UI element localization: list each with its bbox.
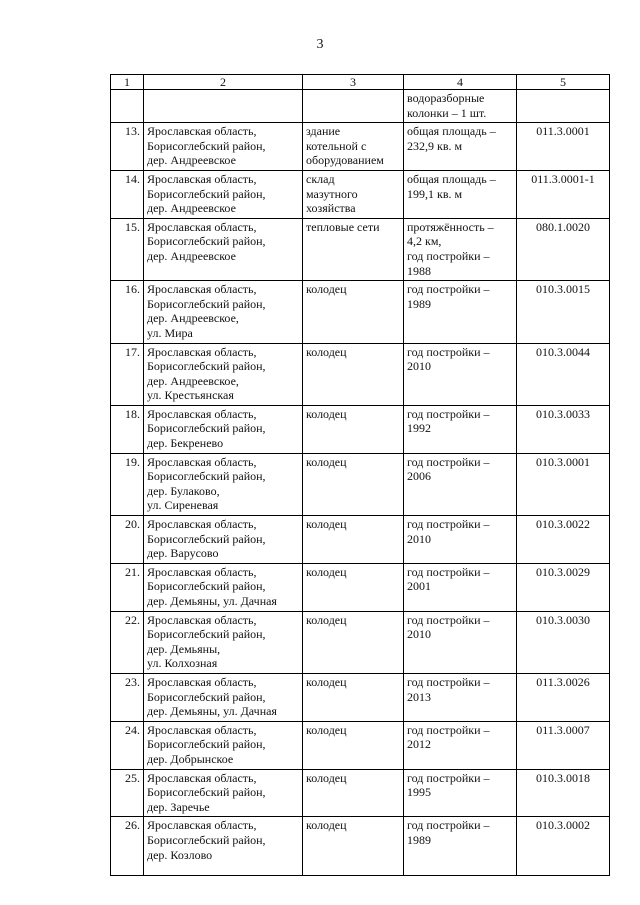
- row-number-cell: 18.: [111, 405, 144, 453]
- address-cell: Ярославская область, Борисоглебский район, дер. Андреевское, ул. Мира: [144, 281, 303, 343]
- column-number: 4: [404, 75, 517, 90]
- object-name-cell: колодец: [303, 405, 404, 453]
- object-name-cell: колодец: [303, 769, 404, 817]
- address-cell: Ярославская область, Борисоглебский район, дер. Козлово: [144, 817, 303, 876]
- inventory-code-cell: 010.3.0044: [517, 343, 610, 405]
- inventory-code-cell: 010.3.0033: [517, 405, 610, 453]
- table-row: [111, 611, 610, 673]
- address-cell: Ярославская область, Борисоглебский район, дер. Андреевское: [144, 218, 303, 280]
- row-number-cell: 14.: [111, 170, 144, 218]
- row-number-cell: 20.: [111, 516, 144, 564]
- row-number-cell: 22.: [111, 611, 144, 673]
- characteristics-cell: протяжённость – 4,2 км, год постройки – 1988: [404, 218, 517, 280]
- row-number-cell: 25.: [111, 769, 144, 817]
- table-row: [111, 673, 610, 721]
- characteristics-cell: водоразборные колонки – 1 шт.: [404, 90, 517, 123]
- object-name-cell: колодец: [303, 563, 404, 611]
- row-number-cell: 13.: [111, 123, 144, 171]
- address-cell: Ярославская область, Борисоглебский район, дер. Демьяны, ул. Дачная: [144, 673, 303, 721]
- inventory-code-cell: 010.3.0029: [517, 563, 610, 611]
- address-cell: [144, 90, 303, 123]
- object-name-cell: здание котельной с оборудованием: [303, 123, 404, 171]
- table-row: [111, 516, 610, 564]
- table-row: [111, 769, 610, 817]
- row-number-cell: 19.: [111, 453, 144, 515]
- characteristics-cell: год постройки – 1989: [404, 281, 517, 343]
- table-row: [111, 343, 610, 405]
- inventory-code-cell: 010.3.0018: [517, 769, 610, 817]
- characteristics-cell: год постройки – 2010: [404, 611, 517, 673]
- table-row: [111, 170, 610, 218]
- inventory-code-cell: [517, 90, 610, 123]
- object-name-cell: колодец: [303, 343, 404, 405]
- object-name-cell: колодец: [303, 673, 404, 721]
- address-cell: Ярославская область, Борисоглебский район, дер. Андреевское: [144, 170, 303, 218]
- characteristics-cell: год постройки – 2006: [404, 453, 517, 515]
- inventory-code-cell: 010.3.0001: [517, 453, 610, 515]
- table-row: [111, 281, 610, 343]
- column-number-row: [111, 75, 610, 90]
- object-name-cell: колодец: [303, 453, 404, 515]
- characteristics-cell: год постройки – 1989: [404, 817, 517, 876]
- address-cell: Ярославская область, Борисоглебский район, дер. Демьяны, ул. Колхозная: [144, 611, 303, 673]
- object-name-cell: колодец: [303, 281, 404, 343]
- characteristics-cell: год постройки – 2010: [404, 516, 517, 564]
- row-number-cell: 15.: [111, 218, 144, 280]
- object-name-cell: колодец: [303, 817, 404, 876]
- characteristics-cell: год постройки – 2012: [404, 721, 517, 769]
- characteristics-cell: общая площадь – 199,1 кв. м: [404, 170, 517, 218]
- inventory-code-cell: 011.3.0001-1: [517, 170, 610, 218]
- property-table: [110, 74, 610, 876]
- address-cell: Ярославская область, Борисоглебский район, дер. Заречье: [144, 769, 303, 817]
- inventory-code-cell: 011.3.0026: [517, 673, 610, 721]
- inventory-code-cell: 080.1.0020: [517, 218, 610, 280]
- row-number-cell: 17.: [111, 343, 144, 405]
- address-cell: Ярославская область, Борисоглебский район, дер. Демьяны, ул. Дачная: [144, 563, 303, 611]
- table-row: [111, 721, 610, 769]
- characteristics-cell: общая площадь – 232,9 кв. м: [404, 123, 517, 171]
- characteristics-cell: год постройки – 2010: [404, 343, 517, 405]
- table-row: [111, 817, 610, 876]
- inventory-code-cell: 010.3.0002: [517, 817, 610, 876]
- characteristics-cell: год постройки – 2001: [404, 563, 517, 611]
- characteristics-cell: год постройки – 1992: [404, 405, 517, 453]
- row-number-cell: [111, 90, 144, 123]
- address-cell: Ярославская область, Борисоглебский район, дер. Варусово: [144, 516, 303, 564]
- table-row: [111, 563, 610, 611]
- object-name-cell: тепловые сети: [303, 218, 404, 280]
- table-row: [111, 405, 610, 453]
- address-cell: Ярославская область, Борисоглебский район, дер. Бекренево: [144, 405, 303, 453]
- object-name-cell: колодец: [303, 516, 404, 564]
- row-number-cell: 26.: [111, 817, 144, 876]
- column-number: 1: [111, 75, 144, 90]
- characteristics-cell: год постройки – 2013: [404, 673, 517, 721]
- address-cell: Ярославская область, Борисоглебский район, дер. Андреевское, ул. Крестьянская: [144, 343, 303, 405]
- column-number: 2: [144, 75, 303, 90]
- table-row: [111, 453, 610, 515]
- address-cell: Ярославская область, Борисоглебский район, дер. Булаково, ул. Сиреневая: [144, 453, 303, 515]
- column-number: 3: [303, 75, 404, 90]
- characteristics-cell: год постройки – 1995: [404, 769, 517, 817]
- object-name-cell: склад мазутного хозяйства: [303, 170, 404, 218]
- inventory-code-cell: 011.3.0007: [517, 721, 610, 769]
- inventory-code-cell: 010.3.0022: [517, 516, 610, 564]
- inventory-code-cell: 011.3.0001: [517, 123, 610, 171]
- inventory-code-cell: 010.3.0030: [517, 611, 610, 673]
- row-number-cell: 24.: [111, 721, 144, 769]
- address-cell: Ярославская область, Борисоглебский район, дер. Добрынское: [144, 721, 303, 769]
- row-number-cell: 21.: [111, 563, 144, 611]
- table-row: [111, 90, 610, 123]
- object-name-cell: [303, 90, 404, 123]
- row-number-cell: 23.: [111, 673, 144, 721]
- page-number: 3: [316, 37, 324, 52]
- inventory-code-cell: 010.3.0015: [517, 281, 610, 343]
- column-number: 5: [517, 75, 610, 90]
- row-number-cell: 16.: [111, 281, 144, 343]
- object-name-cell: колодец: [303, 611, 404, 673]
- table-row: [111, 123, 610, 171]
- address-cell: Ярославская область, Борисоглебский район, дер. Андреевское: [144, 123, 303, 171]
- table-row: [111, 218, 610, 280]
- object-name-cell: колодец: [303, 721, 404, 769]
